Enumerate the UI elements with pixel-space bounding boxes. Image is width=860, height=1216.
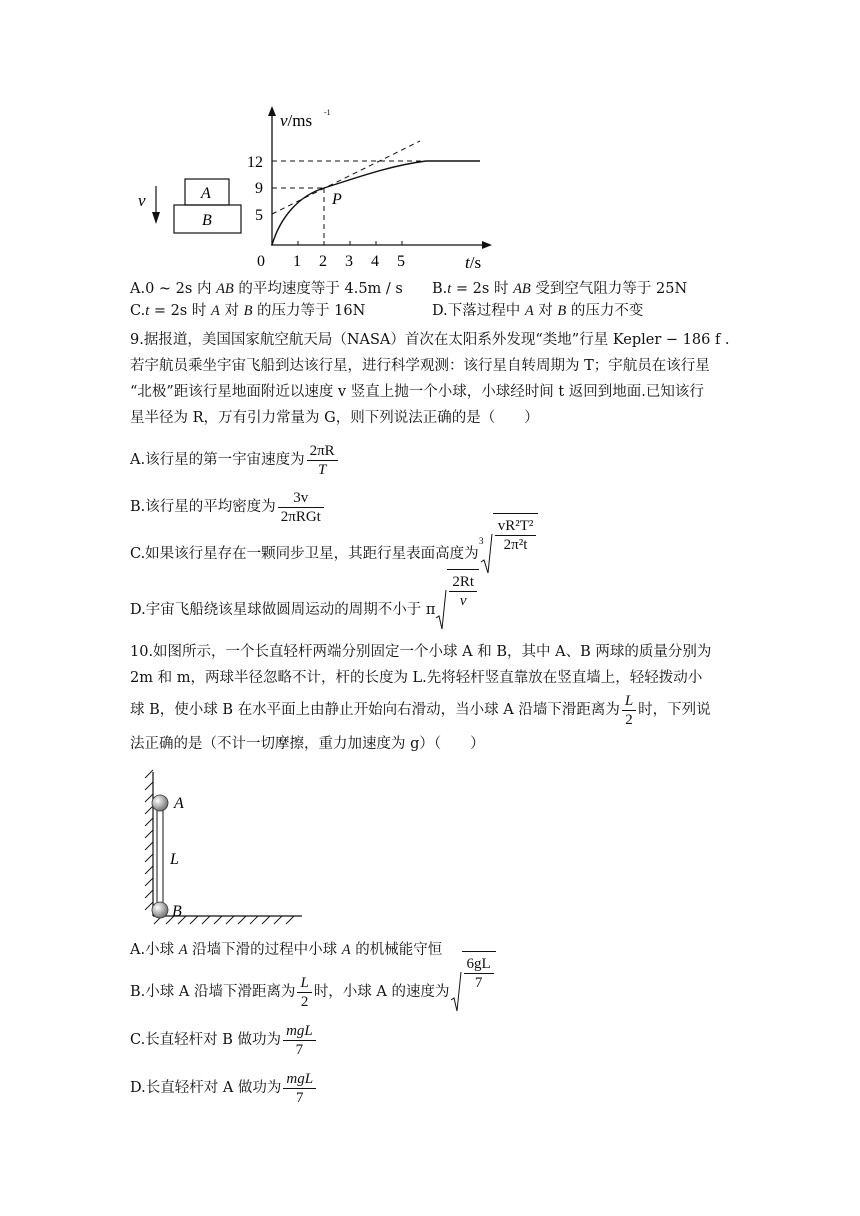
ball-a-label: A bbox=[174, 795, 184, 812]
ball-b bbox=[152, 902, 168, 918]
q10-option-d[interactable]: D.长直轻杆对 A 做功为 $\frac{\text{mgL}}{7}$ bbox=[130, 1068, 318, 1108]
velocity-arrow-label: v bbox=[138, 191, 146, 210]
vt-graph-figure bbox=[130, 100, 500, 275]
q10-option-c[interactable]: C.长直轻杆对 B 做功为 $\frac{\text{mgL}}{7}$ bbox=[130, 1020, 318, 1060]
q9-stem-line2: 若宇航员乘坐宇宙飞船到达该行星，进行科学观测：该行星自转周期为 T；宇航员在该行星 bbox=[130, 358, 710, 374]
point-p-label: P bbox=[332, 191, 342, 208]
y-tick-12: 12 bbox=[247, 154, 263, 171]
velocity-curve bbox=[272, 161, 480, 245]
cube-root: 3 $\frac{\text{vR²T²}}{\text{2π²t}}$ bbox=[479, 532, 539, 576]
q8-option-c[interactable]: C.t = 2s 时 A 对 B 的压力等于 16N bbox=[130, 303, 366, 319]
v-axis-label: v/ms bbox=[280, 111, 313, 130]
box-b-label: B bbox=[202, 212, 212, 229]
rod-length-label: L bbox=[170, 851, 179, 868]
rod-wall-figure bbox=[140, 768, 310, 928]
q10-stem-line1: 10.如图所示，一个长直轻杆两端分别固定一个小球 A 和 B，其中 A、B 两球的质量分别为 bbox=[130, 644, 712, 660]
q9-stem-line4: 星半径为 R，万有引力常量为 G，则下列说法正确的是（ ） bbox=[130, 410, 539, 426]
q9-option-b[interactable]: B.该行星的平均密度为 $\frac{3v}{\text{2πRGt}}$ bbox=[130, 487, 326, 527]
svg-text:3: 3 bbox=[478, 536, 484, 546]
x-tick-2: 2 bbox=[319, 253, 327, 270]
rod bbox=[157, 804, 163, 906]
ball-a bbox=[152, 795, 168, 811]
q10-stem-line4: 法正确的是（不计一切摩擦，重力加速度为 g）（ ） bbox=[130, 736, 485, 752]
tangent-line bbox=[272, 141, 420, 214]
q9-stem-line1: 9.据报道，美国国家航空航天局（NASA）首次在太阳系外发现“类地”行星 Kepler − 186 f . bbox=[130, 332, 730, 348]
y-tick-5: 5 bbox=[255, 207, 263, 224]
q10-stem-line3: 球 B，使小球 B 在水平面上由静止开始向右滑动，当小球 A 沿墙下滑距离为 $\frac{L}{2}$ 时，下列说 bbox=[130, 692, 711, 728]
q10-stem-line2: 2m 和 m，两球半径忽略不计，杆的长度为 L.先将轻杆竖直靠放在竖直墙上，轻轻拨动小 bbox=[130, 670, 703, 686]
y-tick-9: 9 bbox=[255, 180, 263, 197]
q10-option-b[interactable]: B.小球 A 沿墙下滑距离为 $\frac{L}{2}$ 时，小球 A 的速度为 $\frac{6gL}{7}$ bbox=[130, 970, 496, 1014]
q10-option-a[interactable]: A.小球 A 沿墙下滑的过程中小球 A 的机械能守恒 bbox=[130, 942, 443, 958]
x-tick-3: 3 bbox=[345, 253, 353, 270]
q9-stem-line3: “北极”距该行星地面附近以速度 v 竖直上抛一个小球，小球经时间 t 返回到地面.已知该行 bbox=[130, 384, 704, 400]
v-axis-exponent: -1 bbox=[324, 108, 331, 117]
q9-option-d[interactable]: D.宇宙飞船绕该星球做圆周运动的周期不小于 π $\frac{2Rt}{v}$ bbox=[130, 588, 479, 632]
x-tick-4: 4 bbox=[371, 253, 379, 270]
x-tick-1: 1 bbox=[293, 253, 301, 270]
square-root: $\frac{2Rt}{v}$ bbox=[435, 588, 479, 632]
q8-option-a[interactable]: A.0 ~ 2s 内 AB 的平均速度等于 4.5m / s bbox=[130, 281, 403, 297]
square-root: $\frac{6gL}{7}$ bbox=[450, 970, 496, 1014]
q8-option-d[interactable]: D.下落过程中 A 对 B 的压力不变 bbox=[432, 303, 644, 319]
q8-option-b[interactable]: B.t = 2s 时 AB 受到空气阻力等于 25N bbox=[432, 281, 688, 297]
q9-option-c[interactable]: C.如果该行星存在一颗同步卫星，其距行星表面高度为 3 $\frac{\text{vR²T²}}{\text{2π²t}}$ bbox=[130, 532, 538, 576]
box-a-label: A bbox=[201, 185, 211, 202]
t-axis-label: t/s bbox=[465, 253, 482, 272]
ball-b-label: B bbox=[172, 903, 182, 920]
q9-option-a[interactable]: A.该行星的第一宇宙速度为 $\frac{2\pi R}{T}$ bbox=[130, 440, 340, 480]
x-tick-5: 5 bbox=[397, 253, 405, 270]
x-tick-0: 0 bbox=[257, 253, 265, 270]
